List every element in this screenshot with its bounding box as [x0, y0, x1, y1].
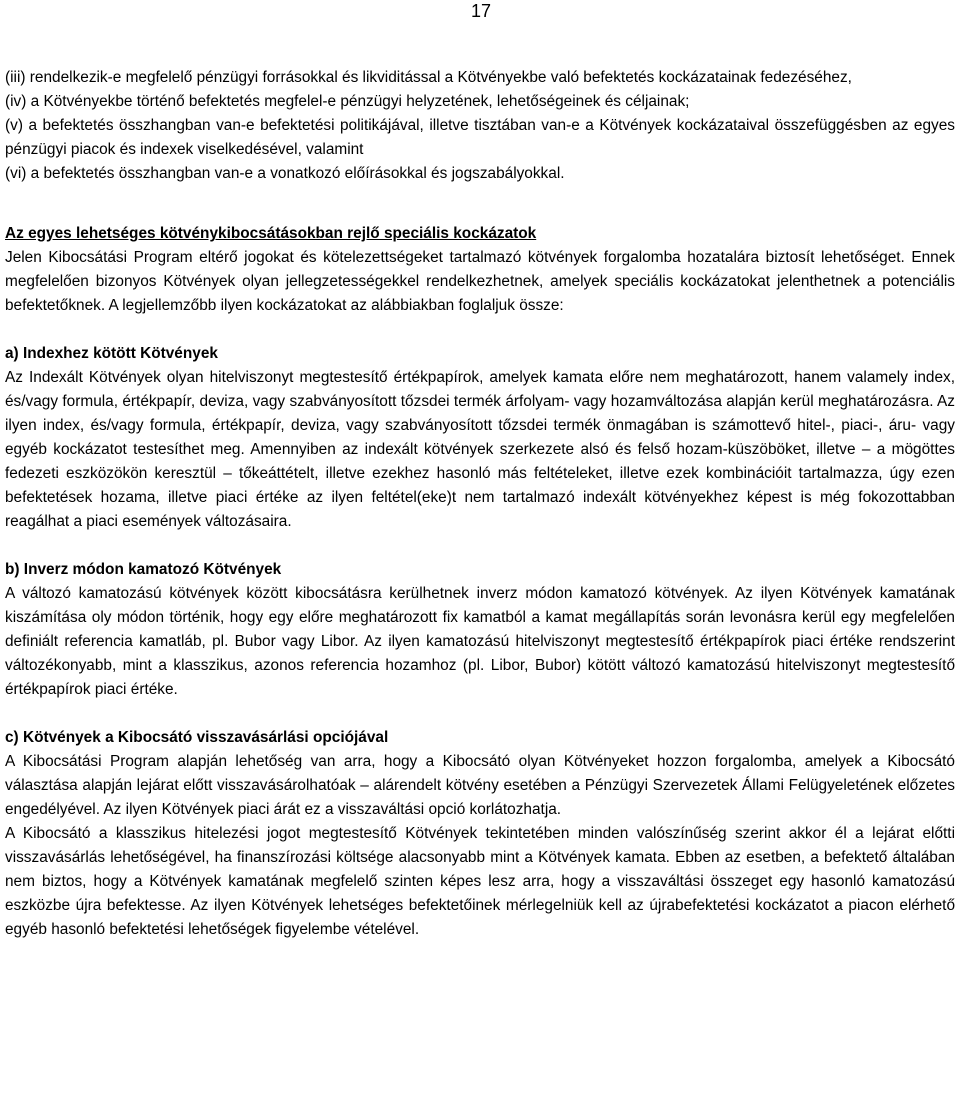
list-item-v: (v) a befektetés összhangban van-e befektetési politikájával, illetve tisztában van-e a Kötvények kockázataival összefüggésben az egyes pénzügyi piacok és indexek viselkedésével, valamint [5, 117, 955, 158]
section-heading-special-risks: Az egyes lehetséges kötvénykibocsátásokban rejlő speciális kockázatok [5, 225, 537, 242]
section-paragraph-call-option-2: A Kibocsátó a klasszikus hitelezési jogot megtestesítő Kötvények tekintetében minden valószínűség szerint akkor él a lejárat előtti visszavásárlás lehetőségével, ha finanszírozási költsége alacsonyabb mint a Kötvények kamata. Ebben az esetben, a befektető általában nem biztos, hogy a Kötvények kamatának megfelelő szinten képes lesz arra, hogy a visszaváltási összeget egy hasonló kamatozású eszközbe újra befektesse. Az ilyen Kötvények lehetséges befektetőinek mérlegelniük kell az újrabefektetési kockázatot a piacon elérhető egyéb hasonló befektetési lehetőségek figyelembe vételével. [5, 825, 955, 938]
section-heading-inverse-floating: b) Inverz módon kamatozó Kötvények [5, 561, 282, 578]
section-paragraph-special-risks: Jelen Kibocsátási Program eltérő jogokat és kötelezettségeket tartalmazó kötvények forgalomba hozatalára biztosít lehetőséget. Ennek megfelelően bizonyos Kötvények olyan jellegzetességekkel rendelkezhetnek, amelyek speciális kockázatokat jelenthetnek a potenciális befektetőknek. A legjellemzőbb ilyen kockázatokat az alábbiakban foglaljuk össze: [5, 249, 955, 314]
page-number: 17 [471, 1, 492, 21]
list-item-iv: (iv) a Kötvényekbe történő befektetés megfelel-e pénzügyi helyzetének, lehetőségeinek és céljainak; [5, 93, 690, 110]
section-paragraph-inverse-floating: A változó kamatozású kötvények között kibocsátásra kerülhetnek inverz módon kamatozó kötvények. Az ilyen Kötvények kamatának kiszámítása oly módon történik, hogy egy előre meghatározott fix kamatból a kamat megállapítás során levonásra kerül egy megfelelően definiált referencia kamatláb, pl. Bubor vagy Libor. Az ilyen kamatozású hitelviszonyt megtestesítő értékpapírok piaci értéke rendszerint változékonyabb, mint a klasszikus, azonos referencia hozamhoz (pl. Libor, Bubor) kötött változó kamatozású hitelviszonyt megtestesítő értékpapírok piaci értéke. [5, 585, 955, 698]
list-item-vi: (vi) a befektetés összhangban van-e a vonatkozó előírásokkal és jogszabályokkal. [5, 165, 565, 182]
section-heading-index-linked: a) Indexhez kötött Kötvények [5, 345, 218, 362]
section-heading-call-option: c) Kötvények a Kibocsátó visszavásárlási opciójával [5, 729, 389, 746]
page-body [5, 66, 955, 942]
section-paragraph-call-option-1: A Kibocsátási Program alapján lehetőség van arra, hogy a Kibocsátó olyan Kötvényeket hozzon forgalomba, amelyek a Kibocsátó választása alapján lejárat előtt visszavásárolhatóak – alárendelt kötvény esetében a Pénzügyi Szervezetek Állami Felügyeletének előzetes engedélyével. Az ilyen Kötvények piaci árát ez a visszaváltási opció korlátozhatja. [5, 753, 955, 818]
list-item-iii: (iii) rendelkezik-e megfelelő pénzügyi forrásokkal és likviditással a Kötvényekbe való befektetés kockázatainak fedezéséhez, [5, 69, 852, 86]
section-paragraph-index-linked: Az Indexált Kötvények olyan hitelviszonyt megtestesítő értékpapírok, amelyek kamata előre nem meghatározott, hanem valamely index, és/vagy formula, értékpapír, deviza, vagy szabványosított tőzsdei termék árfolyam- vagy hozamváltozása alapján kerül meghatározásra. Az ilyen index, és/vagy formula, értékpapír, deviza, vagy szabványosított tőzsdei termék önmagában is számottevő hitel-, piaci-, áru- vagy egyéb kockázatot testesíthet meg. Amennyiben az indexált kötvények szerkezete alsó és felső hozam-küszöböket, illetve – a mögöttes fedezeti eszközökön keresztül – tőkeáttételt, illetve ezekhez hasonló más feltételeket, illetve ezek kombinációit tartalmazza, úgy ezen befektetések hozama, illetve piaci értéke az ilyen feltétel(eke)t nem tartalmazó indexált kötvényekhez képest is még fokozottabban reagálhat a piaci események változásaira. [5, 369, 955, 530]
